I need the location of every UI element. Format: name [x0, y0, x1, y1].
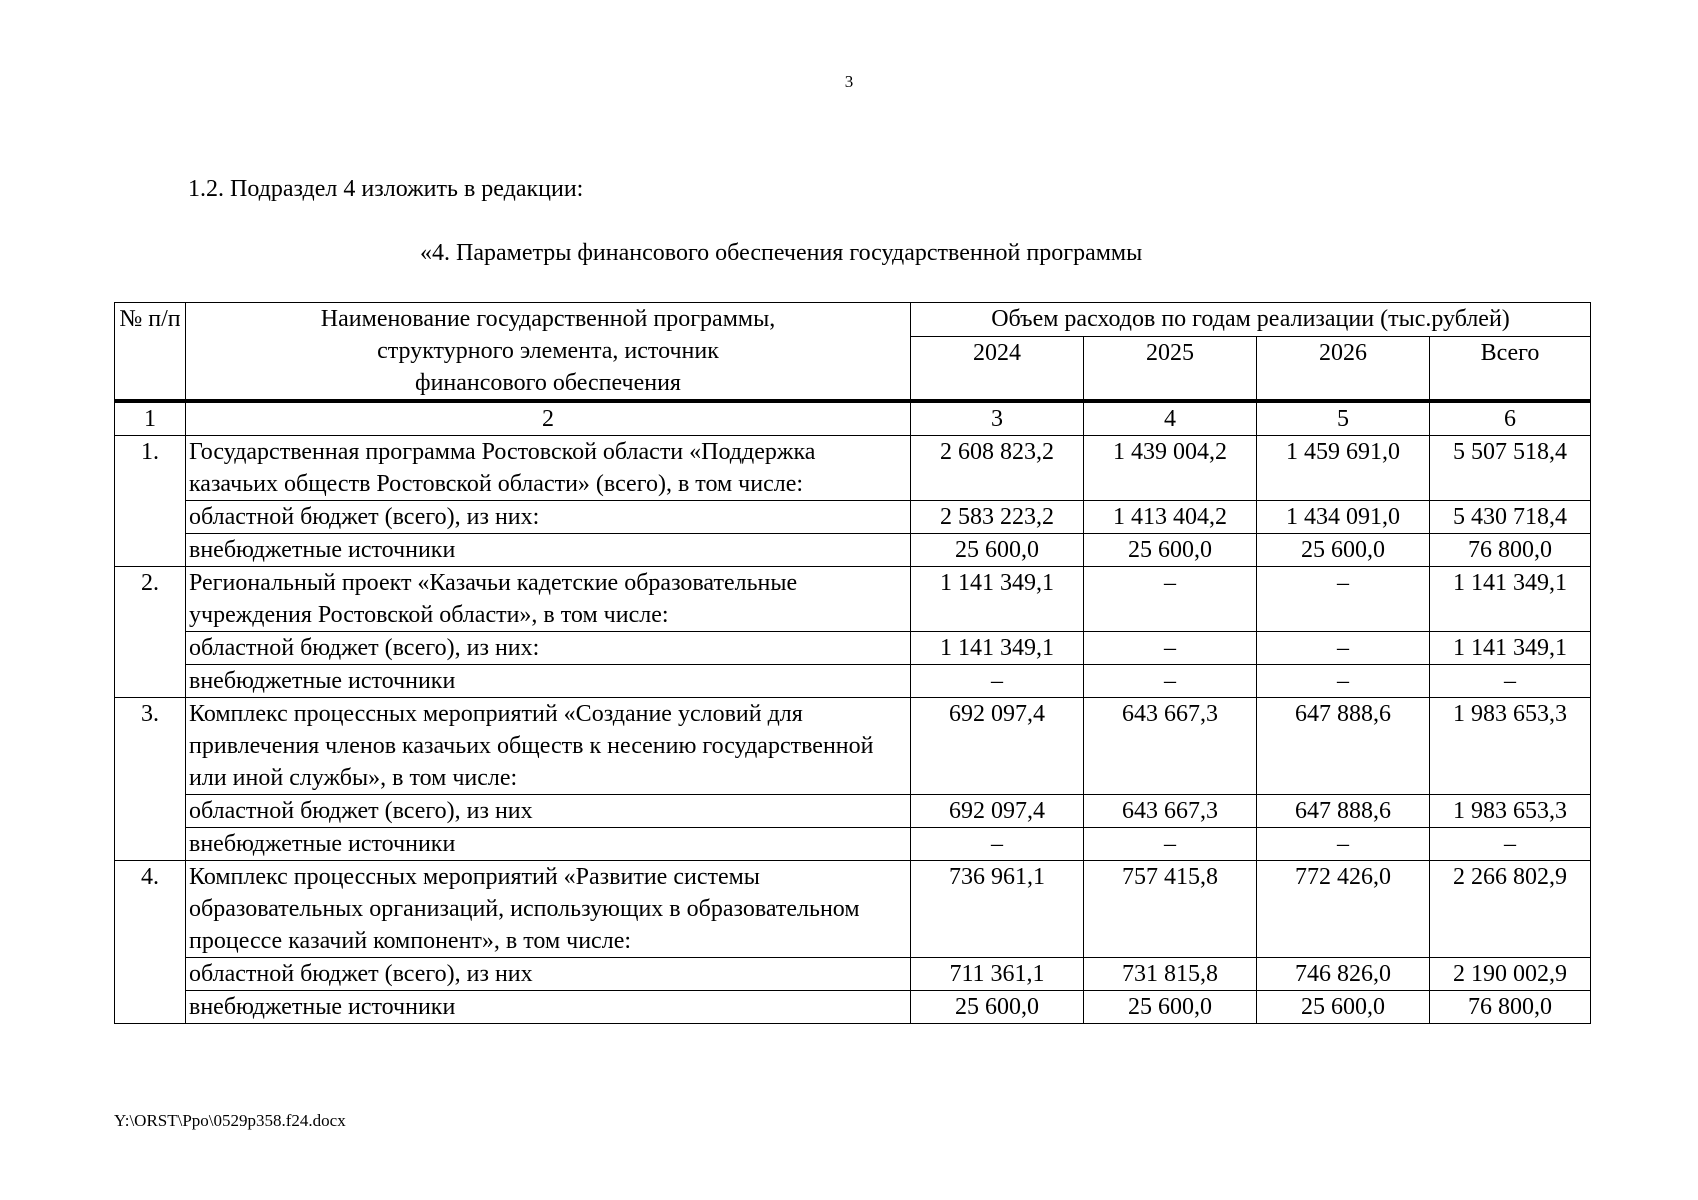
value-year-2026: 25 600,0 — [1257, 991, 1430, 1024]
source-row — [115, 828, 1591, 861]
row-name: областной бюджет (всего), из них — [186, 958, 911, 991]
value-year-2026: – — [1257, 665, 1430, 698]
value-year-2025: 25 600,0 — [1084, 534, 1257, 567]
source-row — [115, 632, 1591, 665]
value-total: – — [1430, 665, 1591, 698]
value-year-2026: 25 600,0 — [1257, 534, 1430, 567]
value-year-2024: 711 361,1 — [911, 958, 1084, 991]
value-year-2024: 736 961,1 — [911, 861, 1084, 958]
source-row — [115, 795, 1591, 828]
value-year-2025: – — [1084, 828, 1257, 861]
value-year-2024: 2 583 223,2 — [911, 501, 1084, 534]
value-year-2024: 25 600,0 — [911, 991, 1084, 1024]
row-name: внебюджетные источники — [186, 991, 911, 1024]
header-expense-volume: Объем расходов по годам реализации (тыс.рублей) — [911, 303, 1591, 337]
value-year-2024: 1 141 349,1 — [911, 567, 1084, 632]
value-total: – — [1430, 828, 1591, 861]
column-number: 5 — [1257, 401, 1430, 436]
row-name: внебюджетные источники — [186, 828, 911, 861]
header-year-2025: 2025 — [1084, 337, 1257, 402]
value-total: 1 141 349,1 — [1430, 632, 1591, 665]
value-year-2026: 647 888,6 — [1257, 698, 1430, 795]
row-name: внебюджетные источники — [186, 534, 911, 567]
value-year-2025: – — [1084, 665, 1257, 698]
header-total: Всего — [1430, 337, 1591, 402]
row-name: Комплекс процессных мероприятий «Создание условий для привлечения членов казачьих обществ к несению государственной или иной службы», в том числе: — [186, 698, 911, 795]
value-total: 2 266 802,9 — [1430, 861, 1591, 958]
value-year-2025: – — [1084, 567, 1257, 632]
value-year-2026: 647 888,6 — [1257, 795, 1430, 828]
row-number: 3. — [115, 698, 186, 861]
row-name: Комплекс процессных мероприятий «Развитие системы образовательных организаций, использующих в образовательном процессе казачий компонент», в том числе: — [186, 861, 911, 958]
value-total: 76 800,0 — [1430, 534, 1591, 567]
header-name: Наименование государственной программы, структурного элемента, источник финансового обеспечения — [186, 303, 911, 402]
value-year-2024: – — [911, 828, 1084, 861]
value-total: 2 190 002,9 — [1430, 958, 1591, 991]
value-year-2025: 643 667,3 — [1084, 698, 1257, 795]
value-year-2026: 1 459 691,0 — [1257, 436, 1430, 501]
source-row — [115, 665, 1591, 698]
row-name: внебюджетные источники — [186, 665, 911, 698]
value-total: 1 141 349,1 — [1430, 567, 1591, 632]
column-number: 2 — [186, 401, 911, 436]
row-name: областной бюджет (всего), из них: — [186, 632, 911, 665]
value-year-2024: 25 600,0 — [911, 534, 1084, 567]
source-row — [115, 958, 1591, 991]
row-number: 4. — [115, 861, 186, 1024]
row-name: областной бюджет (всего), из них — [186, 795, 911, 828]
value-year-2026: 1 434 091,0 — [1257, 501, 1430, 534]
value-year-2024: 692 097,4 — [911, 795, 1084, 828]
value-year-2026: – — [1257, 567, 1430, 632]
value-year-2026: 746 826,0 — [1257, 958, 1430, 991]
source-row — [115, 991, 1591, 1024]
value-year-2025: 757 415,8 — [1084, 861, 1257, 958]
value-total: 1 983 653,3 — [1430, 698, 1591, 795]
section-row — [115, 698, 1591, 795]
section-heading: «4. Параметры финансового обеспечения государственной программы — [420, 240, 1143, 266]
section-row — [115, 567, 1591, 632]
header-year-2024: 2024 — [911, 337, 1084, 402]
source-row — [115, 534, 1591, 567]
value-total: 1 983 653,3 — [1430, 795, 1591, 828]
value-year-2026: 772 426,0 — [1257, 861, 1430, 958]
row-number: 1. — [115, 436, 186, 567]
value-year-2025: 1 413 404,2 — [1084, 501, 1257, 534]
value-year-2025: – — [1084, 632, 1257, 665]
value-year-2025: 643 667,3 — [1084, 795, 1257, 828]
value-total: 5 507 518,4 — [1430, 436, 1591, 501]
header-row — [115, 303, 1591, 337]
value-year-2025: 25 600,0 — [1084, 991, 1257, 1024]
column-number: 3 — [911, 401, 1084, 436]
value-year-2025: 731 815,8 — [1084, 958, 1257, 991]
value-year-2025: 1 439 004,2 — [1084, 436, 1257, 501]
page-number: 3 — [844, 72, 854, 91]
value-year-2024: 2 608 823,2 — [911, 436, 1084, 501]
row-number: 2. — [115, 567, 186, 698]
header-num: № п/п — [115, 303, 186, 402]
value-year-2026: – — [1257, 828, 1430, 861]
financing-table — [114, 302, 1591, 1024]
section-row — [115, 436, 1591, 501]
value-year-2026: – — [1257, 632, 1430, 665]
value-total: 76 800,0 — [1430, 991, 1591, 1024]
file-path-footer: Y:\ORST\Ppo\0529p358.f24.docx — [114, 1111, 346, 1130]
column-number-row — [115, 401, 1591, 436]
column-number: 1 — [115, 401, 186, 436]
row-name: областной бюджет (всего), из них: — [186, 501, 911, 534]
section-row — [115, 861, 1591, 958]
column-number: 4 — [1084, 401, 1257, 436]
header-year-2026: 2026 — [1257, 337, 1430, 402]
row-name: Государственная программа Ростовской области «Поддержка казачьих обществ Ростовской области» (всего), в том числе: — [186, 436, 911, 501]
value-year-2024: – — [911, 665, 1084, 698]
amendment-intro: 1.2. Подраздел 4 изложить в редакции: — [188, 176, 584, 202]
value-total: 5 430 718,4 — [1430, 501, 1591, 534]
row-name: Региональный проект «Казачьи кадетские образовательные учреждения Ростовской области», в том числе: — [186, 567, 911, 632]
value-year-2024: 1 141 349,1 — [911, 632, 1084, 665]
source-row — [115, 501, 1591, 534]
column-number: 6 — [1430, 401, 1591, 436]
value-year-2024: 692 097,4 — [911, 698, 1084, 795]
